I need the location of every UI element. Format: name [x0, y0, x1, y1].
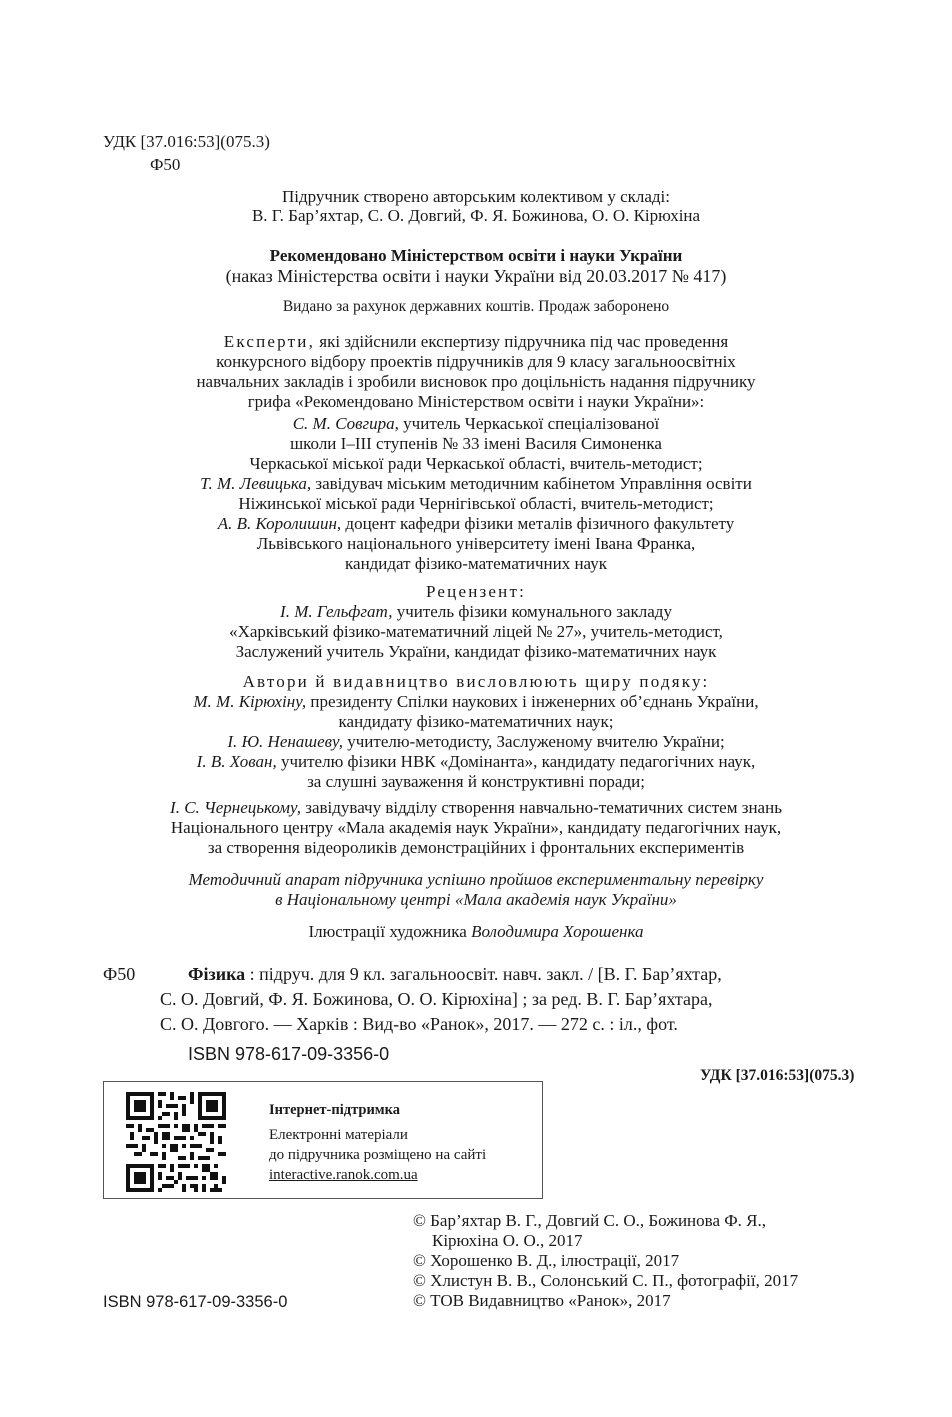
recommendation-title: Рекомендовано Міністерством освіти і науки України — [269, 246, 683, 265]
experts-heading: Експерти, — [223, 332, 316, 351]
expert-2-name: Т. М. Левицька, — [200, 474, 312, 493]
copyright-photos: © Хлистун В. В., Солонський С. П., фотографії, 2017 — [413, 1271, 799, 1290]
biblio-title: Фізика — [188, 964, 246, 984]
support-line-2: до підручника розміщено на сайті — [269, 1147, 487, 1163]
thanks-1-role: президенту Спілки наукових і інженерних об’єднань України, — [306, 692, 759, 711]
experts-line-4: грифа «Рекомендовано Міністерством освіти і науки України»: — [247, 392, 705, 411]
thanks-4-line-2: Національного центру «Мала академія наук України», кандидату педагогічних наук, — [170, 818, 782, 837]
thanks-4 — [0, 798, 952, 818]
udk-code: УДК [37.016:53](075.3) — [103, 132, 270, 151]
isbn-bottom: ISBN 978-617-09-3356-0 — [103, 1293, 288, 1311]
thanks-3-role: учителю фізики НВК «Домінанта», кандидату педагогічних наук, — [276, 752, 756, 771]
authors-list: В. Г. Бар’яхтар, С. О. Довгий, Ф. Я. Божинова, О. О. Кірюхіна — [251, 206, 701, 225]
reviewer-role: учитель фізики комунального закладу — [392, 602, 672, 621]
expert-3 — [0, 514, 952, 534]
copyright-authors-line-2: Кірюхіна О. О., 2017 — [432, 1231, 583, 1250]
reviewer-name: І. М. Гельфгат, — [280, 602, 393, 621]
biblio-line-2: С. О. Довгий, Ф. Я. Божинова, О. О. Кірюхіна] ; за ред. В. Г. Бар’яхтара, — [160, 989, 713, 1009]
copyright-publisher: © ТОВ Видавництво «Ранок», 2017 — [413, 1291, 671, 1310]
ministry-order: (наказ Міністерства освіти і науки України від 20.03.2017 № 417) — [225, 266, 727, 286]
method-line-1: Методичний апарат підручника успішно пройшов експериментальну перевірку — [188, 870, 764, 889]
thanks-1-name: М. М. Кірюхіну, — [193, 692, 307, 711]
experts-text: які здійснили експертизу підручника під час проведення — [315, 332, 729, 351]
expert-1-name: С. М. Совгира, — [292, 414, 399, 433]
expert-3-line-3: кандидат фізико-математичних наук — [345, 554, 607, 573]
experts-line-2: конкурсного відбору проектів підручників для 9 класу загальноосвітніх — [216, 352, 736, 371]
thanks-1-line-2: кандидату фізико-математичних наук; — [338, 712, 614, 731]
authors-intro: Підручник створено авторським колективом у складі: — [281, 187, 670, 206]
thanks-4-name: І. С. Чернецькому, — [170, 798, 301, 817]
copyright-illustrations: © Хорошенко В. Д., ілюстрації, 2017 — [413, 1251, 680, 1270]
internet-support-box — [103, 1081, 543, 1199]
biblio-code: Ф50 — [103, 964, 136, 984]
expert-1 — [0, 414, 952, 434]
thanks-heading: Автори й видавництво висловлюють щиру подяку: — [242, 672, 710, 691]
support-title: Інтернет-підтримка — [269, 1102, 401, 1118]
biblio-line-3: С. О. Довгого. — Харків : Вид-во «Ранок», 2017. — 272 с. : іл., фот. — [160, 1014, 678, 1034]
copyright-authors: © Бар’яхтар В. Г., Довгий С. О., Божинова Ф. Я., — [413, 1211, 767, 1230]
state-funds-note: Видано за рахунок державних коштів. Продаж заборонено — [282, 298, 670, 315]
thanks-4-role: завідувачу відділу створення навчально-тематичних систем знань — [300, 798, 782, 817]
illustrator-name: Володимира Хорошенка — [471, 922, 644, 941]
method-line-2: в Національному центрі «Мала академія наук України» — [275, 890, 677, 909]
expert-1-line-3: Черкаської міської ради Черкаської області, вчитель-методист; — [249, 454, 703, 473]
expert-1-line-2: школи І–ІІІ ступенів № 33 імені Василя Симоненка — [290, 434, 662, 453]
support-website-link[interactable]: interactive.ranok.com.ua — [269, 1167, 418, 1183]
biblio-isbn: ISBN 978-617-09-3356-0 — [188, 1044, 390, 1064]
biblio-line-1 — [188, 963, 722, 985]
biblio-details: : підруч. для 9 кл. загальноосвіт. навч. закл. / [В. Г. Бар’яхтар, — [245, 964, 722, 984]
thanks-2-role: учителю-методисту, Заслуженому вчителю України; — [343, 732, 725, 751]
expert-3-name: А. В. Королишин, — [217, 514, 342, 533]
thanks-4-line-3: за створення відеороликів демонстраційних і фронтальних експериментів — [207, 838, 745, 857]
thanks-2 — [0, 732, 952, 752]
qr-code-icon[interactable] — [126, 1092, 226, 1192]
experts-line-3: навчальних закладів і зробили висновок про доцільність надання підручнику — [196, 372, 756, 391]
support-line-1: Електронні матеріали — [269, 1127, 408, 1143]
thanks-3-line-2: за слушні зауваження й конструктивні поради; — [307, 772, 645, 791]
expert-2-line-2: Ніжинської міської ради Чернігівської області, вчитель-методист; — [238, 494, 714, 513]
reviewer — [0, 602, 952, 622]
expert-2-role: завідувач міським методичним кабінетом Управління освіти — [311, 474, 752, 493]
reviewer-line-2: «Харківський фізико-математичний ліцей № 27», учитель-методист, — [229, 622, 723, 641]
reviewer-line-3: Заслужений учитель України, кандидат фізико-математичних наук — [235, 642, 717, 661]
biblio-udk: УДК [37.016:53](075.3) — [700, 1067, 855, 1084]
thanks-1 — [0, 692, 952, 712]
thanks-2-name: І. Ю. Ненашеву, — [227, 732, 343, 751]
thanks-3 — [0, 752, 952, 772]
illustrations-credit — [0, 922, 952, 942]
reviewer-heading: Рецензент: — [425, 582, 527, 601]
illustrations-prefix: Ілюстрації художника — [308, 922, 472, 941]
expert-2 — [0, 474, 952, 494]
expert-1-role: учитель Черкаської спеціалізованої — [398, 414, 660, 433]
classification-code: Ф50 — [150, 155, 181, 174]
thanks-3-name: І. В. Хован, — [196, 752, 277, 771]
expert-3-role: доцент кафедри фізики металів фізичного факультету — [341, 514, 735, 533]
expert-3-line-2: Львівського національного університету імені Івана Франка, — [256, 534, 696, 553]
experts-line-1 — [0, 332, 952, 352]
